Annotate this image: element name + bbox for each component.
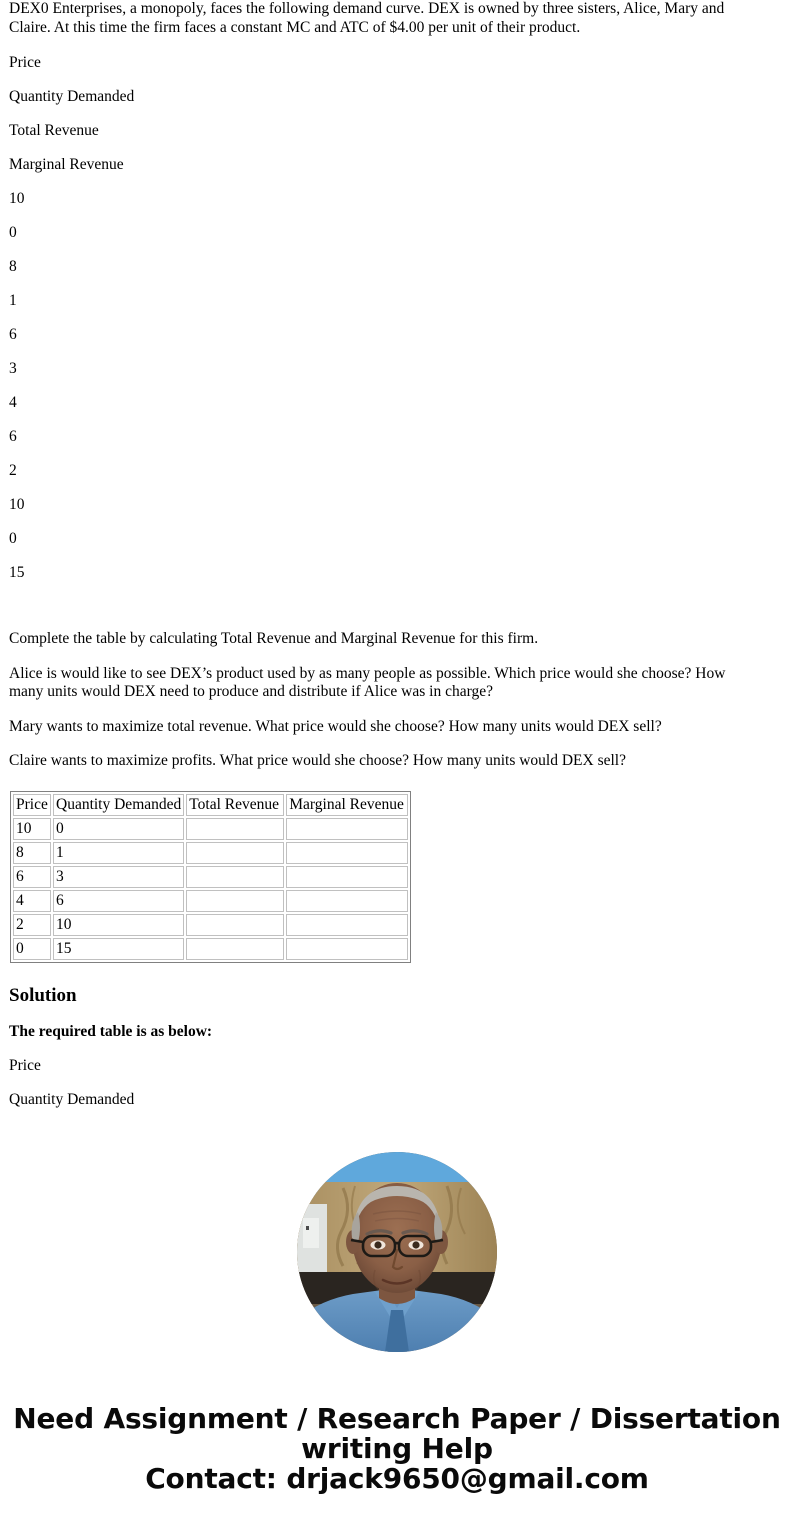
solution-label-price: Price [9, 1056, 41, 1074]
demand-table [10, 791, 411, 963]
cell-total-revenue [186, 842, 284, 864]
table-row [13, 818, 408, 840]
avatar [297, 1152, 497, 1352]
question-alice: Alice is would like to see DEX’s product used by as many people as possible. Which price would she choose? How many units would DEX need to produce and distribute if Alice was in charge? [9, 664, 726, 700]
cell-price: 0 [13, 938, 51, 960]
cell-price: 4 [13, 890, 51, 912]
stacked-value: 4 [9, 394, 17, 411]
stacked-value: 10 [9, 496, 25, 513]
cell-marginal-revenue [286, 914, 408, 936]
cell-marginal-revenue [286, 938, 408, 960]
cell-quantity: 6 [53, 890, 184, 912]
promo-footer [0, 1127, 794, 1523]
cell-price: 2 [13, 914, 51, 936]
cell-price: 8 [13, 842, 51, 864]
table-row [13, 842, 408, 864]
cell-total-revenue [186, 818, 284, 840]
cell-quantity: 1 [53, 842, 184, 864]
table-header-total-revenue: Total Revenue [186, 794, 284, 816]
table-row [13, 938, 408, 960]
avatar-photo-icon [297, 1152, 497, 1352]
stacked-value: 2 [9, 462, 17, 479]
promo-line-1: Need Assignment / Research Paper / Dissertation [13, 1402, 781, 1435]
stacked-value: 15 [9, 564, 25, 581]
stacked-value: 0 [9, 224, 17, 241]
stacked-label-marginal-revenue: Marginal Revenue [9, 156, 124, 173]
table-row [13, 890, 408, 912]
stacked-value: 10 [9, 190, 25, 207]
solution-heading: Solution [9, 984, 77, 1006]
cell-marginal-revenue [286, 866, 408, 888]
cell-quantity: 15 [53, 938, 184, 960]
table-row [13, 866, 408, 888]
cell-total-revenue [186, 866, 284, 888]
question-claire: Claire wants to maximize profits. What price would she choose? How many units would DEX sell? [9, 752, 626, 769]
table-row [13, 914, 408, 936]
cell-marginal-revenue [286, 818, 408, 840]
stacked-label-quantity-demanded: Quantity Demanded [9, 88, 135, 105]
stacked-value: 0 [9, 530, 17, 547]
stacked-value: 8 [9, 258, 17, 275]
stacked-value: 6 [9, 428, 17, 445]
promo-line-2: writing Help [301, 1432, 493, 1465]
promo-contact-line: Contact: drjack9650@gmail.com [145, 1462, 649, 1495]
table-header-marginal-revenue: Marginal Revenue [286, 794, 408, 816]
intro-paragraph: DEX0 Enterprises, a monopoly, faces the following demand curve. DEX is owned by three sisters, Alice, Mary and Claire. At this time the firm faces a constant MC and ATC of $4.00 per unit of their product. [9, 0, 725, 36]
stacked-label-total-revenue: Total Revenue [9, 122, 99, 139]
cell-quantity: 3 [53, 866, 184, 888]
cell-marginal-revenue [286, 890, 408, 912]
promo-text [0, 1404, 794, 1494]
cell-price: 6 [13, 866, 51, 888]
demand-table-wrapper [0, 791, 794, 963]
solution-intro: The required table is as below: [9, 1022, 213, 1040]
stacked-value: 1 [9, 292, 17, 309]
table-header-quantity-demanded: Quantity Demanded [53, 794, 184, 816]
question-complete-table: Complete the table by calculating Total Revenue and Marginal Revenue for this firm. [9, 630, 539, 647]
stacked-label-price: Price [9, 54, 41, 71]
cell-marginal-revenue [286, 842, 408, 864]
cell-total-revenue [186, 890, 284, 912]
cell-total-revenue [186, 938, 284, 960]
cell-quantity: 10 [53, 914, 184, 936]
table-header-price: Price [13, 794, 51, 816]
stacked-value: 6 [9, 326, 17, 343]
solution-label-quantity-demanded: Quantity Demanded [9, 1090, 135, 1108]
cell-total-revenue [186, 914, 284, 936]
stacked-value: 3 [9, 360, 17, 377]
cell-price: 10 [13, 818, 51, 840]
question-mary: Mary wants to maximize total revenue. What price would she choose? How many units would DEX sell? [9, 717, 662, 735]
cell-quantity: 0 [53, 818, 184, 840]
table-header-row [13, 794, 408, 816]
